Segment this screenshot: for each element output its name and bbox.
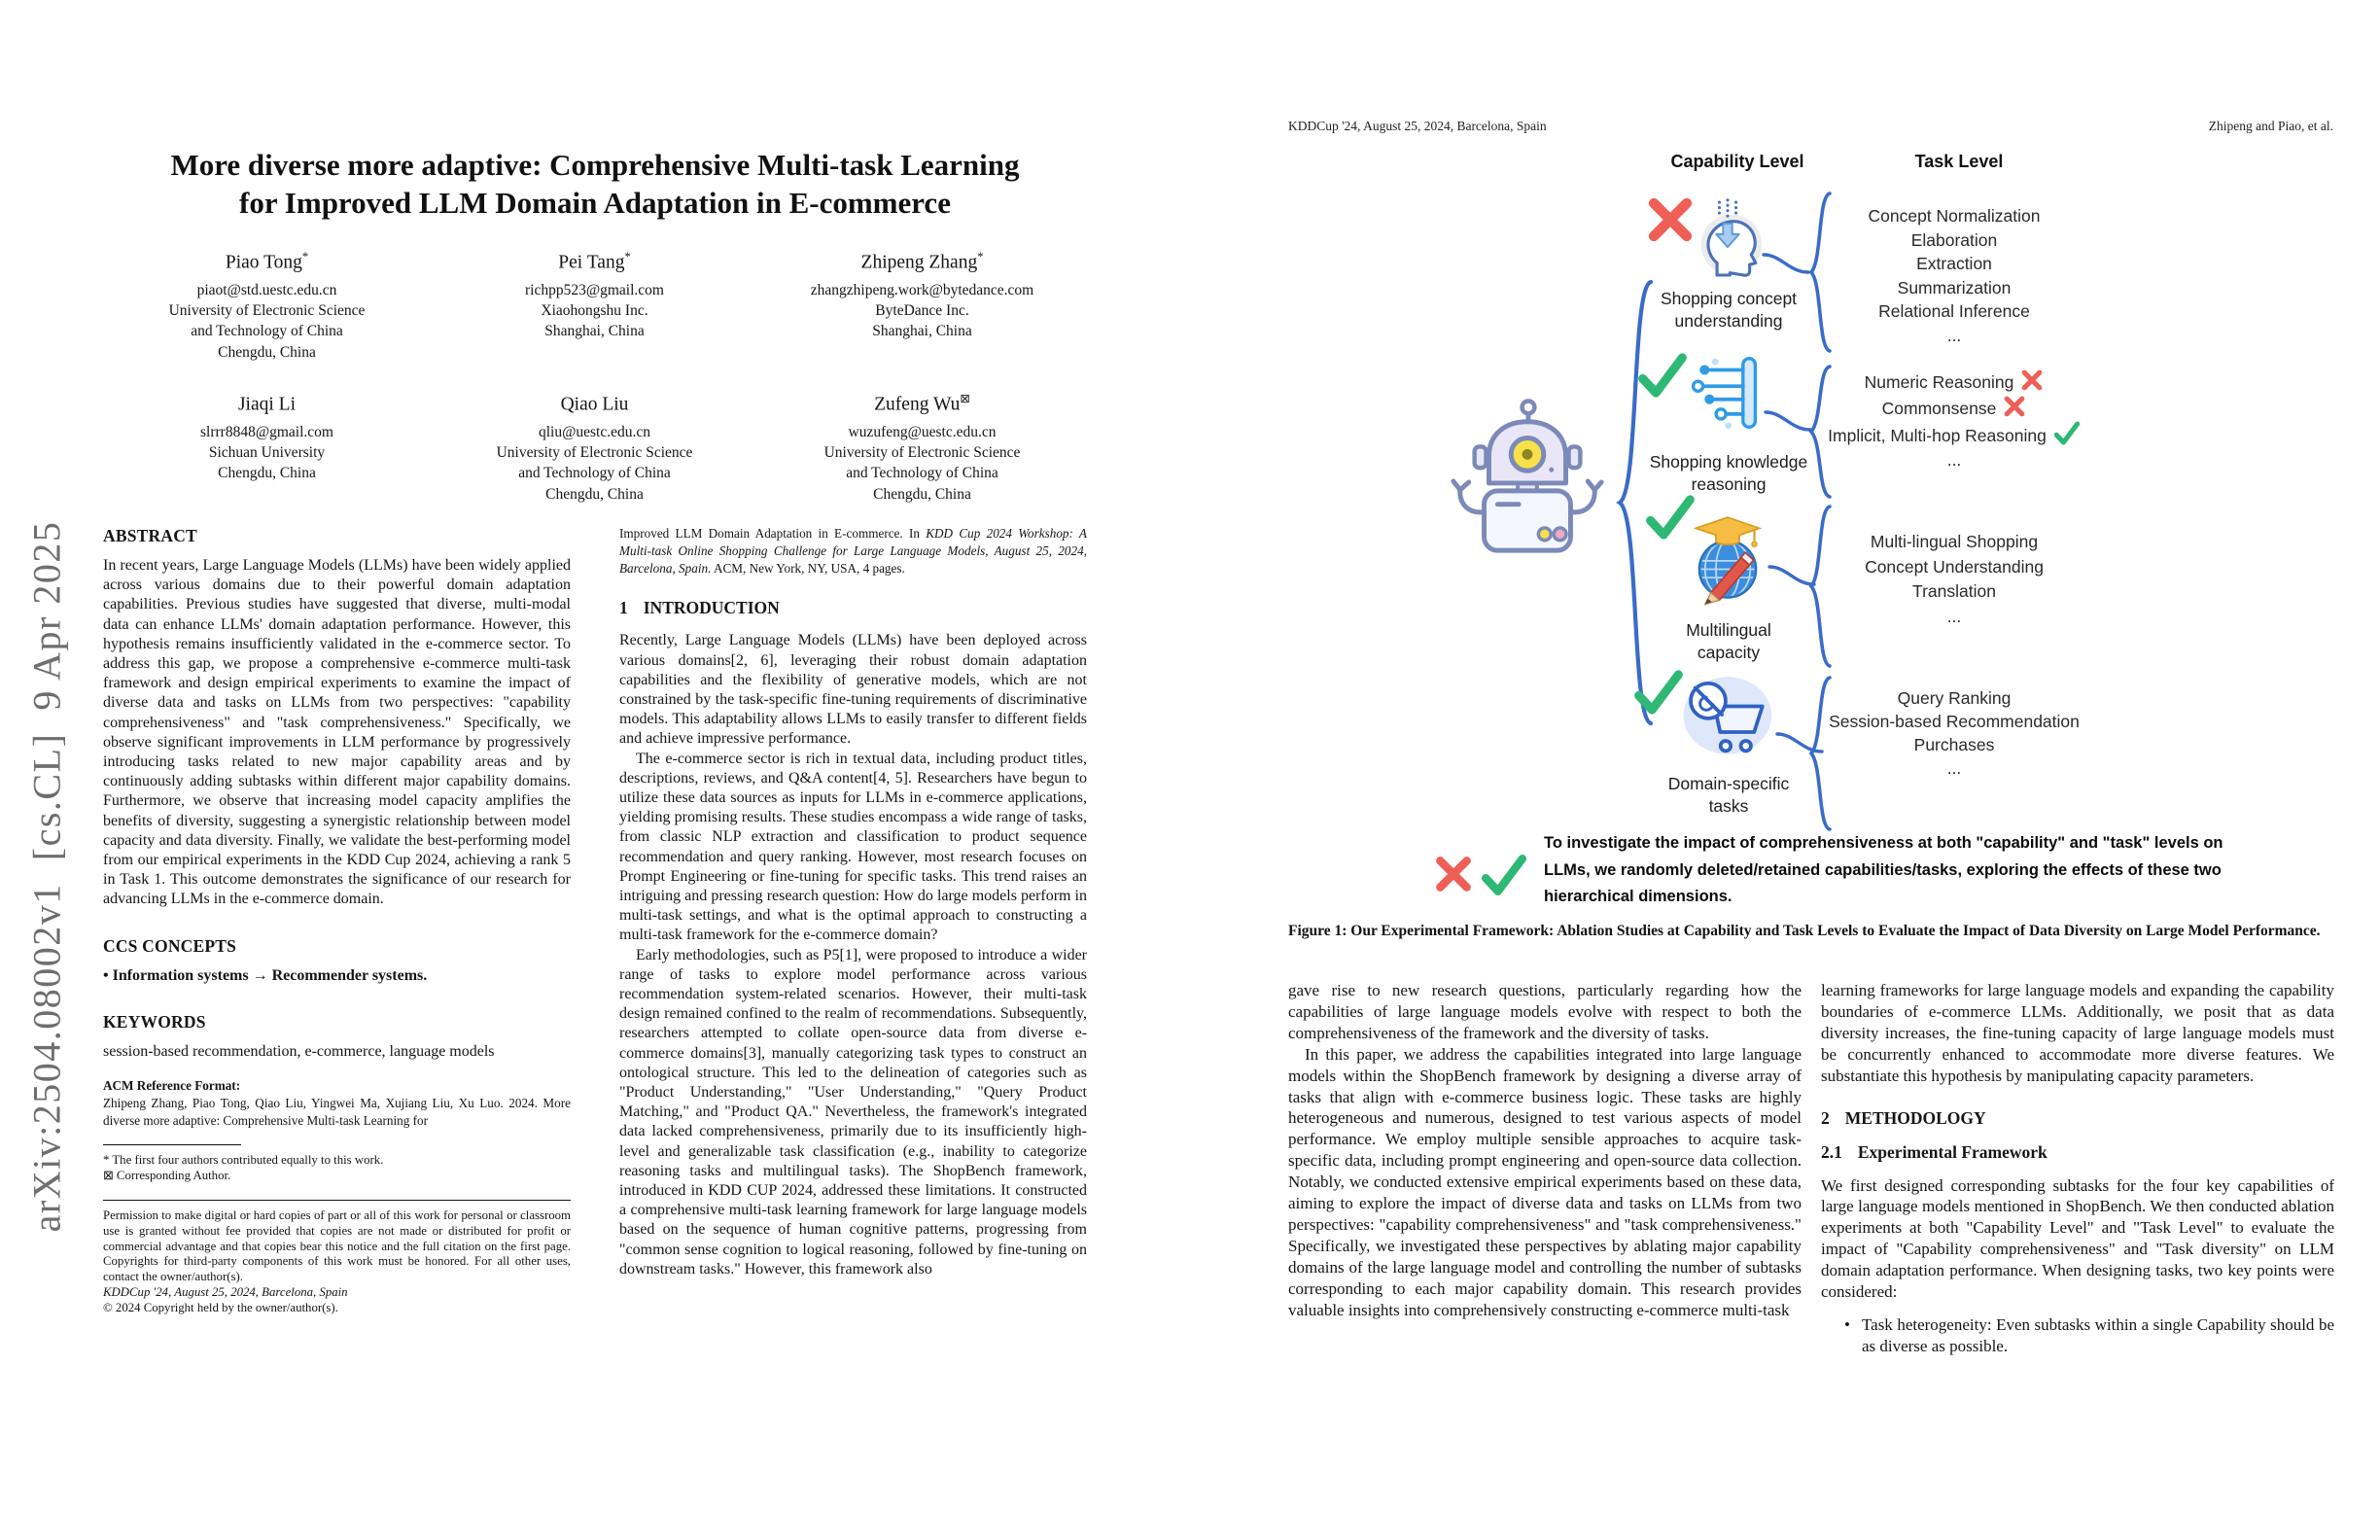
section-title: INTRODUCTION [643,598,780,618]
footnote-rule [103,1144,241,1145]
capability-level-title: Capability Level [1670,152,1804,171]
robot-icon [1446,397,1609,564]
author-affiliation: and Technology of China [518,465,671,482]
author-affiliation: ByteDance Inc. [875,301,969,319]
task-item: Multi-lingual Shopping [1870,532,2039,551]
body-paragraph: learning frameworks for large language models and expanding the capability boundaries of e-commerce LLMs. Additionally, we posit that as data diversity increases, the fine-tuning capacity of large language models must be concurrently enhanced to accommodate more diverse features. We substantiate this hypothesis by manipulating capacity parameters. [1821,981,2334,1085]
author-affiliation: University of Electronic Science [496,443,693,461]
task-level-title: Task Level [1914,152,2004,171]
page2-right-column [1821,980,2334,1357]
capability-label-knowledge-reasoning: Shopping knowledge reasoning [1649,452,1808,494]
task-item: Commonsense [1794,395,2115,421]
ref-italic: KDD Cup 2024 Workshop: A Multi-task Online Shopping Challenge for Large Language Models, August 25, 2024, Barcelona, Spain. [619,526,1087,576]
ref-roman-2: ACM, New York, NY, USA, 4 pages. [711,560,905,576]
task-item: Purchases [1913,735,1995,754]
running-header-left: KDDCup '24, August 25, 2024, Barcelona, Spain [1288,119,1547,133]
author-marker: * [301,250,309,263]
task-item-ellipsis: ... [1946,758,1962,778]
author-city: Chengdu, China [218,465,316,482]
cross-icon [1433,854,1474,894]
check-icon [1480,854,1528,896]
section-number: 2 [1821,1107,1830,1128]
acm-reference-heading: ACM Reference Format: [103,1078,241,1094]
subsection-title: Experimental Framework [1857,1141,2048,1162]
author-marker: * [624,250,631,263]
task-item: Query Ranking [1897,688,2012,708]
intro-paragraph-2: The e-commerce sector is rich in textual data, including product titles, descriptions, reviews, and Q&A content[4, 5]. Researchers have begun to utilize these data sources as inputs for LLMs in e-commerce applications, yielding promising results. These studies encompass a wide range of tasks, from classic NLP extraction and classification to product sequence recommendation and query ranking. However, most research focuses on Prompt Engineering or fine-tuning for specific tasks. This trend raises an intriguing and pressing research question: How do large models perform in multi-task settings, and what is the optimal approach to constructing a multi-task framework for the e-commerce domain? [619,750,1087,944]
author-affiliation: University of Electronic Science [823,443,1021,461]
author-city: Shanghai, China [544,323,645,340]
task-item: Translation [1912,581,1996,601]
authors-row-2 [103,387,1087,505]
author-zufeng-wu [758,387,1086,505]
author-email: piaot@std.uestc.edu.cn [196,281,337,298]
task-item: Numeric Reasoning [1794,368,2115,395]
task-item-ellipsis: ... [1946,606,1962,626]
keywords-heading: KEYWORDS [103,1011,206,1032]
permission-venue: KDDCup '24, August 25, 2024, Barcelona, Spain [103,1285,348,1300]
author-name: Jiaqi Li [237,394,297,415]
figure-caption: Figure 1: Our Experimental Framework: Ablation Studies at Capability and Task Levels to Evaluate the Impact of Data Diversity on Large Model Performance. [1288,923,2321,939]
running-header-right: Zhipeng and Piao, et al. [2208,119,2333,133]
acm-reference-continuation [619,525,1087,577]
author-email: wuzufeng@uestc.edu.cn [848,423,997,440]
cross-icon [1645,194,1696,245]
author-email: richpp523@gmail.com [525,281,664,298]
author-email: zhangzhipeng.work@bytedance.com [810,281,1034,298]
multilingual-icon [1686,504,1769,616]
task-item: Relational Inference [1878,301,2030,321]
permission-text: Permission to make digital or hard copies of part or all of this work for personal or classroom use is granted without fee provided that copies are not made or distributed for profit or commercial advantage and that copies bear this notice and the full citation on the first page. Copyrights for third-party components of this work must be honored. For all other uses, contact the owner/author(s). [103,1208,571,1284]
footnote-equal-contribution: * The first four authors contributed equally to this work. [103,1153,384,1168]
intro-paragraph-3: Early methodologies, such as P5[1], were proposed to introduce a wider range of tasks to explore model performance across various recommendation system-related scenarios. However, their multi-task design remained confined to the realm of recommendations. Subsequently, researchers attempted to collate open-source data from diverse e-commerce domains[3], manually categorizing task types to construct an ontological structure. This led to the delineation of categories such as "Product Understanding," "User Understanding," "Query Product Matching," and "Product QA." Nevertheless, the framework's integrated data lacked comprehensiveness, primarily due to its insufficiently high-level and generalizable task classification (e.g., inability to categorize reasoning tasks and multilingual tasks). The ShopBench framework, introduced in KDD CUP 2024, addressed these limitations. It constructed a comprehensive multi-task learning framework for large language models based on the sequence of human cognitive patterns, progressing from "common sense cognition to logical reasoning, followed by fine-tuning on downstream tasks." However, this framework also [619,946,1087,1278]
task-item: Session-based Recommendation [1829,712,2080,731]
author-city: Chengdu, China [873,485,971,503]
abstract-text: In recent years, Large Language Models (LLMs) have been widely applied across various domains due to their powerful domain adaptation capabilities. Previous studies have suggested that diverse, multi-modal data can enhance LLMs' domain adaptation performance. However, this hypothesis remains insufficiently validated in the e-commerce sector. To address this gap, we propose a comprehensive e-commerce multi-task framework and design empirical experiments to examine the impact of diverse data and tasks on LLMs from two perspectives: "capability comprehensiveness" and "task comprehensiveness." Specifically, we observe significant improvements in LLM performance by progressively introducing tasks related to new major capability areas and by continuously adding subtasks within different major capability domains. Furthermore, we observe that increasing model capacity amplifies the benefits of diversity, suggesting a synergistic relationship between model capacity and data diversity. Finally, we validate the best-performing model from our empirical experiments in the KDD Cup 2024, achieving a rank 5 in Task 1. This outcome demonstrates the significance of our research for advancing LLMs in the e-commerce domain. [103,557,571,908]
section-number: 1 [619,598,628,618]
task-group-concept-understanding [1794,204,2115,347]
bullet-marker: • [1844,1314,1850,1334]
author-marker: ⊠ [960,392,970,405]
title-line-1: More diverse more adaptive: Comprehensive Multi-task Learning [170,148,1020,182]
capability-label-multilingual: Multilingual capacity [1686,620,1771,662]
page1-right-column [619,525,1087,1279]
check-icon [2053,421,2081,445]
author-affiliation: Sichuan University [208,443,326,461]
author-city: Shanghai, China [872,323,972,340]
task-item-ellipsis: ... [1946,325,1962,345]
author-name: Qiao Liu [560,394,629,415]
subsection-number: 2.1 [1821,1141,1842,1162]
author-email: slrrr8848@gmail.com [200,423,333,440]
task-group-knowledge-reasoning [1794,368,2115,472]
experimental-framework-heading [1821,1141,2334,1164]
author-jiaqi-li [103,387,431,505]
author-affiliation: University of Electronic Science [168,301,366,319]
task-item: Elaboration [1910,229,1998,250]
figure-note: To investigate the impact of comprehensiveness at both "capability" and "task" levels on LLMs, we randomly deleted/retained capabilities/tasks, exploring the effects of these two hierarchical dimensions. [1544,834,2223,905]
task-item: Concept Normalization [1868,206,2041,226]
author-piao-tong [103,245,431,363]
ref-roman-1: Improved LLM Domain Adaptation in E-commerce. In [619,526,927,541]
author-email: qliu@uestc.edu.cn [539,423,650,440]
body-paragraph: We first designed corresponding subtasks for the four key capabilities of large language models mentioned in ShopBench. We then conducted ablation experiments at both "Capability Level" and "Task Level" to evaluate the impact of "Capability comprehensiveness" and "Task diversity" on LLM domain adaptation performance. When designing tasks, two key points were considered: [1821,1175,2334,1302]
cart-icon [1674,669,1775,762]
footnote-corresponding-author: ⊠ Corresponding Author. [103,1169,231,1183]
knowledge-reasoning-icon [1686,344,1768,441]
author-marker: * [977,250,984,263]
author-affiliation: and Technology of China [191,323,343,340]
task-item: Concept Understanding [1865,556,2044,577]
permission-rule [103,1200,571,1201]
page2-left-column [1288,980,1802,1321]
methodology-heading [1821,1107,2334,1130]
section-title: METHODOLOGY [1844,1107,1986,1128]
task-item-ellipsis: ... [1946,450,1962,470]
author-pei-tang [431,245,758,363]
introduction-heading [619,597,1087,619]
author-zhipeng-zhang [758,245,1086,363]
title-line-2: for Improved LLM Domain Adaptation in E-commerce [239,186,951,220]
bullet-item [1821,1314,2334,1357]
author-affiliation: Xiaohongshu Inc. [541,301,648,319]
permission-copyright: © 2024 Copyright held by the owner/author(s). [103,1300,338,1314]
ccs-heading: CCS CONCEPTS [103,935,237,956]
acm-reference-text: Zhipeng Zhang, Piao Tong, Qiao Liu, Yingwei Ma, Xujiang Liu, Xu Luo. 2024. More diverse more adaptive: Comprehensive Multi-task Learning for [103,1095,571,1128]
author-name: Piao Tong [225,252,302,273]
task-group-multilingual [1794,530,2115,629]
task-item: Implicit, Multi-hop Reasoning [1794,421,2115,448]
author-city: Chengdu, China [218,343,316,361]
author-qiao-liu [431,387,758,505]
author-affiliation: and Technology of China [846,465,998,482]
author-name: Zhipeng Zhang [860,252,978,273]
task-group-domain-specific [1794,686,2115,780]
body-paragraph: In this paper, we address the capabilities integrated into large language models within the ShopBench framework by designing a diverse array of tasks that align with e-commerce business logic. These tasks are highly heterogeneous and numerous, designed to test various aspects of model performance. We employ multiple sensible approaches to acquire task-specific data, including prompt engineering and open-source data collection. Notably, we conducted extensive empirical experiments based on these data, aiming to explore the impact of diverse data and tasks on LLMs from two perspectives: "capability comprehensiveness" and "task comprehensiveness." Specifically, we investigated these perspectives by ablating major capability domains of the large language model and controlling the number of subtasks corresponding to each major capability domain. This research provides valuable insights into comprehensively constructing e-commerce multi-task [1288,1044,1802,1319]
author-city: Chengdu, China [545,485,644,503]
capability-label-concept-understanding: Shopping concept understanding [1660,289,1798,331]
keywords-text: session-based recommendation, e-commerce, language models [103,1042,495,1060]
author-name: Zufeng Wu [874,394,961,415]
intro-paragraph-1: Recently, Large Language Models (LLMs) have been deployed across various domains[2, 6], leveraging their robust domain adaptation capabilities and the flexibility of generative models, which are not constrained by the task-specific fine-tuning requirements of discriminative models. This adaptability allows LLMs to easily transfer to different fields and achieve impressive performance. [619,632,1087,748]
cross-icon [2003,395,2026,418]
capability-label-domain-specific: Domain-specific tasks [1667,774,1790,816]
check-icon [1637,352,1688,399]
cross-icon [2020,368,2044,392]
abstract-heading: ABSTRACT [103,526,197,545]
ccs-text: • Information systems → Recommender systems. [103,966,428,984]
bullet-text: Task heterogeneity: Even subtasks within a single Capability should be as diverse as possible. [1861,1314,2334,1355]
arxiv-watermark: arXiv:2504.08002v1 [cs.CL] 9 Apr 2025 [24,520,69,1233]
paper-title [0,146,1190,222]
page1-left-column [103,525,571,1316]
author-name: Pei Tang [558,252,625,273]
task-item: Extraction [1916,254,1992,273]
authors-row-1 [103,245,1087,363]
task-item: Summarization [1897,277,2012,298]
body-paragraph: gave rise to new research questions, particularly regarding how the capabilities of large language models evolve with respect to both the comprehensiveness of the framework and the diversity of tasks. [1288,981,1802,1042]
concept-understanding-icon [1690,196,1766,278]
